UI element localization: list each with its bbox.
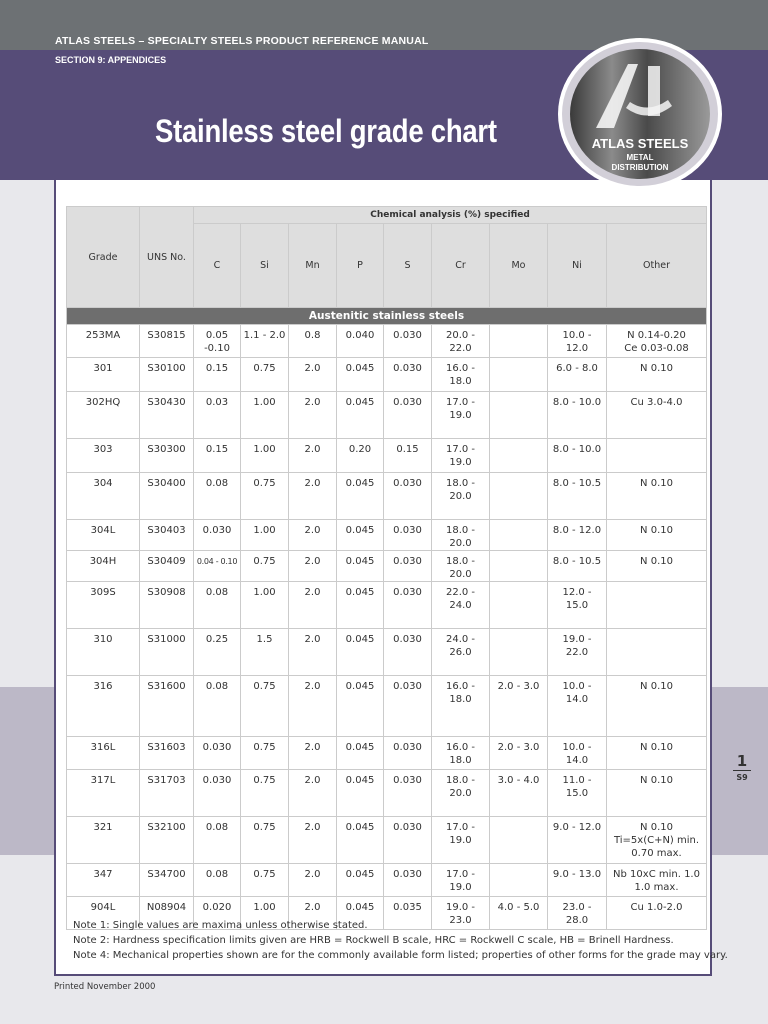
cell-c: 0.030 (194, 520, 241, 551)
cell-s: 0.030 (384, 676, 432, 737)
cell-p: 0.045 (337, 676, 384, 737)
cell-p: 0.045 (337, 473, 384, 520)
chemical-analysis-header: Chemical analysis (%) specified (194, 207, 707, 224)
cell-c: 0.15 (194, 439, 241, 473)
cell-uns: S31703 (140, 770, 194, 817)
printed-date: Printed November 2000 (54, 982, 156, 992)
cell-uns: S30908 (140, 582, 194, 629)
cell-grade: 253MA (67, 325, 140, 358)
cell-p: 0.040 (337, 325, 384, 358)
cell-cr: 18.0 - 20.0 (432, 551, 490, 582)
cell-p: 0.045 (337, 582, 384, 629)
cell-cr: 16.0 - 18.0 (432, 358, 490, 392)
cell-si: 1.00 (241, 897, 289, 930)
cell-uns: S30403 (140, 520, 194, 551)
cell-uns: S34700 (140, 864, 194, 897)
cell-other: Cu 1.0-2.0 (607, 897, 707, 930)
cell-s: 0.030 (384, 770, 432, 817)
cell-s: 0.030 (384, 520, 432, 551)
cell-grade: 904L (67, 897, 140, 930)
cell-mn: 2.0 (289, 770, 337, 817)
cell-c: 0.030 (194, 770, 241, 817)
cell-grade: 309S (67, 582, 140, 629)
table-row (67, 358, 707, 392)
cell-p: 0.045 (337, 520, 384, 551)
cell-c: 0.15 (194, 358, 241, 392)
cell-grade: 301 (67, 358, 140, 392)
cell-ni: 19.0 - 22.0 (548, 629, 607, 676)
cell-uns: S32100 (140, 817, 194, 864)
cell-ni: 8.0 - 10.5 (548, 551, 607, 582)
cell-p: 0.045 (337, 864, 384, 897)
col-header-si: Si (241, 224, 289, 308)
cell-mo (490, 864, 548, 897)
table-row (67, 864, 707, 897)
cell-si: 1.00 (241, 392, 289, 439)
cell-uns: S30430 (140, 392, 194, 439)
cell-ni: 8.0 - 10.5 (548, 473, 607, 520)
table-row (67, 582, 707, 629)
cell-grade: 304L (67, 520, 140, 551)
cell-mn: 2.0 (289, 551, 337, 582)
cell-mn: 2.0 (289, 358, 337, 392)
col-header-mo: Mo (490, 224, 548, 308)
cell-s: 0.030 (384, 737, 432, 770)
cell-grade: 303 (67, 439, 140, 473)
cell-mo (490, 358, 548, 392)
cell-ni: 8.0 - 10.0 (548, 439, 607, 473)
cell-si: 1.00 (241, 520, 289, 551)
col-header-grade: Grade (67, 207, 140, 308)
cell-other: N 0.10 (607, 473, 707, 520)
cell-grade: 304H (67, 551, 140, 582)
cell-mn: 2.0 (289, 864, 337, 897)
cell-mo: 4.0 - 5.0 (490, 897, 548, 930)
cell-c: 0.08 (194, 676, 241, 737)
cell-mn: 2.0 (289, 737, 337, 770)
col-header-other: Other (607, 224, 707, 308)
cell-cr: 18.0 - 20.0 (432, 520, 490, 551)
cell-other (607, 582, 707, 629)
cell-cr: 17.0 - 19.0 (432, 439, 490, 473)
cell-mn: 2.0 (289, 676, 337, 737)
cell-c: 0.030 (194, 737, 241, 770)
cell-mo (490, 551, 548, 582)
cell-mo (490, 473, 548, 520)
cell-uns: S31000 (140, 629, 194, 676)
cell-p: 0.045 (337, 770, 384, 817)
cell-mo (490, 629, 548, 676)
section-row-austenitic: Austenitic stainless steels (67, 308, 707, 325)
cell-s: 0.030 (384, 551, 432, 582)
cell-mn: 2.0 (289, 392, 337, 439)
cell-mn: 2.0 (289, 897, 337, 930)
col-header-cr: Cr (432, 224, 490, 308)
cell-other: N 0.10 (607, 551, 707, 582)
col-header-ni: Ni (548, 224, 607, 308)
cell-ni: 11.0 - 15.0 (548, 770, 607, 817)
cell-cr: 22.0 - 24.0 (432, 582, 490, 629)
table-row (67, 520, 707, 551)
cell-cr: 18.0 - 20.0 (432, 770, 490, 817)
cell-cr: 20.0 - 22.0 (432, 325, 490, 358)
table-row (67, 817, 707, 864)
cell-cr: 17.0 - 19.0 (432, 864, 490, 897)
cell-si: 1.00 (241, 439, 289, 473)
cell-s: 0.030 (384, 629, 432, 676)
cell-s: 0.030 (384, 325, 432, 358)
cell-si: 0.75 (241, 551, 289, 582)
cell-other (607, 439, 707, 473)
cell-mn: 2.0 (289, 817, 337, 864)
cell-uns: S30815 (140, 325, 194, 358)
note-4: Note 4: Mechanical properties shown are for the commonly available form listed; properties of other forms for the grade may vary. (73, 950, 728, 961)
col-header-p: P (337, 224, 384, 308)
cell-grade: 317L (67, 770, 140, 817)
cell-mo (490, 817, 548, 864)
note-1: Note 1: Single values are maxima unless otherwise stated. (73, 920, 368, 931)
cell-ni: 9.0 - 12.0 (548, 817, 607, 864)
cell-other (607, 629, 707, 676)
cell-mo: 3.0 - 4.0 (490, 770, 548, 817)
cell-grade: 316 (67, 676, 140, 737)
cell-other: Nb 10xC min. 1.0 1.0 max. (607, 864, 707, 897)
cell-cr: 16.0 - 18.0 (432, 737, 490, 770)
cell-uns: S30300 (140, 439, 194, 473)
cell-s: 0.030 (384, 473, 432, 520)
cell-ni: 23.0 - 28.0 (548, 897, 607, 930)
page-number-section: S9 (736, 773, 748, 782)
cell-c: 0.020 (194, 897, 241, 930)
cell-other: N 0.10 (607, 358, 707, 392)
cell-c: 0.08 (194, 473, 241, 520)
cell-p: 0.045 (337, 737, 384, 770)
logo-line3: DISTRIBUTION (611, 163, 669, 172)
cell-other: N 0.10 (607, 770, 707, 817)
table-row (67, 325, 707, 358)
manual-title: ATLAS STEELS – SPECIALTY STEELS PRODUCT REFERENCE MANUAL (55, 35, 429, 47)
cell-uns: S30409 (140, 551, 194, 582)
cell-si: 0.75 (241, 817, 289, 864)
cell-grade: 310 (67, 629, 140, 676)
table-row (67, 629, 707, 676)
cell-mn: 2.0 (289, 520, 337, 551)
page-number (733, 752, 751, 782)
cell-si: 0.75 (241, 864, 289, 897)
cell-uns: S30100 (140, 358, 194, 392)
cell-c: 0.04 - 0.10 (194, 551, 241, 582)
cell-grade: 347 (67, 864, 140, 897)
grade-chart-table (66, 206, 707, 930)
cell-mn: 2.0 (289, 473, 337, 520)
cell-si: 0.75 (241, 770, 289, 817)
cell-c: 0.08 (194, 864, 241, 897)
cell-other: N 0.10 Ti=5x(C+N) min. 0.70 max. (607, 817, 707, 864)
col-header-s: S (384, 224, 432, 308)
table-row (67, 551, 707, 582)
page-title: Stainless steel grade chart (155, 113, 497, 149)
page-number-value: 1 (733, 752, 751, 771)
table-row (67, 439, 707, 473)
cell-s: 0.030 (384, 582, 432, 629)
notes (73, 918, 728, 963)
cell-mo: 2.0 - 3.0 (490, 737, 548, 770)
cell-si: 0.75 (241, 358, 289, 392)
cell-si: 0.75 (241, 676, 289, 737)
cell-mn: 2.0 (289, 582, 337, 629)
cell-s: 0.035 (384, 897, 432, 930)
section-label: SECTION 9: APPENDICES (55, 55, 167, 65)
logo-line2: METAL (626, 153, 654, 162)
cell-ni: 6.0 - 8.0 (548, 358, 607, 392)
cell-cr: 19.0 - 23.0 (432, 897, 490, 930)
cell-mo (490, 582, 548, 629)
cell-p: 0.20 (337, 439, 384, 473)
cell-mo: 2.0 - 3.0 (490, 676, 548, 737)
cell-ni: 10.0 - 12.0 (548, 325, 607, 358)
cell-mn: 2.0 (289, 629, 337, 676)
cell-mo (490, 439, 548, 473)
cell-mo (490, 325, 548, 358)
col-header-uns: UNS No. (140, 207, 194, 308)
cell-mo (490, 520, 548, 551)
cell-cr: 17.0 - 19.0 (432, 817, 490, 864)
cell-cr: 18.0 - 20.0 (432, 473, 490, 520)
cell-mn: 2.0 (289, 439, 337, 473)
cell-ni: 10.0 - 14.0 (548, 737, 607, 770)
cell-uns: S31600 (140, 676, 194, 737)
cell-ni: 9.0 - 13.0 (548, 864, 607, 897)
table-row (67, 473, 707, 520)
cell-ni: 10.0 - 14.0 (548, 676, 607, 737)
table-row (67, 737, 707, 770)
cell-mo (490, 392, 548, 439)
table-row (67, 676, 707, 737)
cell-p: 0.045 (337, 392, 384, 439)
cell-p: 0.045 (337, 358, 384, 392)
cell-ni: 12.0 - 15.0 (548, 582, 607, 629)
cell-other: N 0.10 (607, 676, 707, 737)
cell-other: N 0.14-0.20 Ce 0.03-0.08 (607, 325, 707, 358)
table-row (67, 392, 707, 439)
cell-cr: 16.0 - 18.0 (432, 676, 490, 737)
cell-c: 0.08 (194, 817, 241, 864)
cell-other: N 0.10 (607, 520, 707, 551)
cell-p: 0.045 (337, 551, 384, 582)
cell-uns: S30400 (140, 473, 194, 520)
cell-grade: 321 (67, 817, 140, 864)
cell-p: 0.045 (337, 817, 384, 864)
cell-s: 0.030 (384, 392, 432, 439)
cell-c: 0.03 (194, 392, 241, 439)
cell-s: 0.030 (384, 358, 432, 392)
cell-mn: 0.8 (289, 325, 337, 358)
cell-ni: 8.0 - 10.0 (548, 392, 607, 439)
cell-uns: S31603 (140, 737, 194, 770)
cell-si: 1.5 (241, 629, 289, 676)
cell-si: 1.00 (241, 582, 289, 629)
cell-other: Cu 3.0-4.0 (607, 392, 707, 439)
cell-s: 0.030 (384, 817, 432, 864)
cell-c: 0.05 -0.10 (194, 325, 241, 358)
logo-brand: ATLAS STEELS (591, 136, 689, 151)
cell-p: 0.045 (337, 629, 384, 676)
cell-cr: 17.0 - 19.0 (432, 392, 490, 439)
cell-grade: 316L (67, 737, 140, 770)
cell-s: 0.15 (384, 439, 432, 473)
col-header-c: C (194, 224, 241, 308)
cell-s: 0.030 (384, 864, 432, 897)
col-header-mn: Mn (289, 224, 337, 308)
cell-p: 0.045 (337, 897, 384, 930)
cell-ni: 8.0 - 12.0 (548, 520, 607, 551)
cell-si: 1.1 - 2.0 (241, 325, 289, 358)
cell-cr: 24.0 - 26.0 (432, 629, 490, 676)
cell-other: N 0.10 (607, 737, 707, 770)
cell-si: 0.75 (241, 473, 289, 520)
cell-c: 0.08 (194, 582, 241, 629)
cell-grade: 304 (67, 473, 140, 520)
cell-grade: 302HQ (67, 392, 140, 439)
cell-c: 0.25 (194, 629, 241, 676)
cell-si: 0.75 (241, 737, 289, 770)
table-row (67, 770, 707, 817)
cell-uns: N08904 (140, 897, 194, 930)
note-2: Note 2: Hardness specification limits given are HRB = Rockwell B scale, HRC = Rockwell C scale, HB = Brinell Hardness. (73, 935, 674, 946)
atlas-steels-logo (556, 36, 724, 192)
